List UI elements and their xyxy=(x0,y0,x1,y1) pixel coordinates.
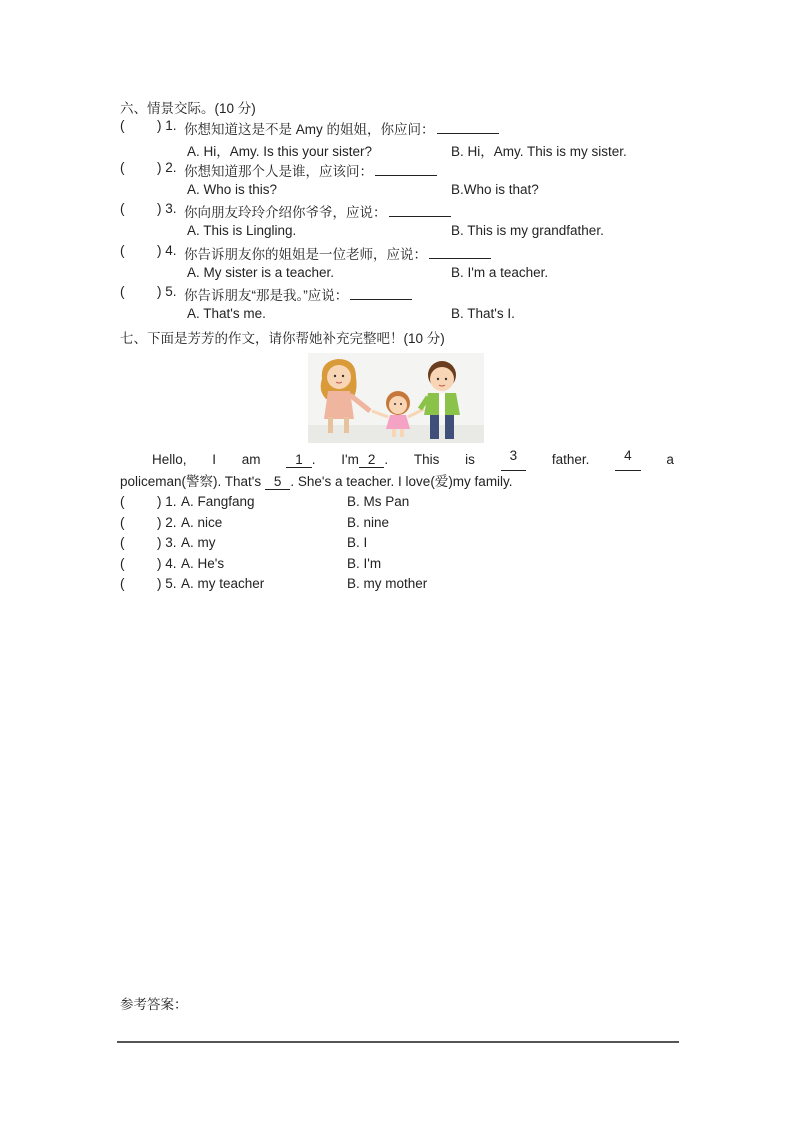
essay-line-2 xyxy=(120,471,674,493)
choice-row xyxy=(120,556,520,576)
answer-paren-open[interactable]: ( xyxy=(120,576,125,592)
essay-blank-5[interactable]: 5 xyxy=(265,475,291,490)
question-row xyxy=(120,284,680,304)
question-row xyxy=(120,201,680,221)
section-6-heading: 六、情景交际。(10 分) xyxy=(120,101,256,116)
essay-word: . xyxy=(311,452,316,467)
essay-word: is xyxy=(465,452,475,467)
divider-line xyxy=(117,1041,679,1043)
essay-blank-3[interactable]: 3 xyxy=(501,449,527,471)
question-row xyxy=(120,243,680,263)
answers-heading: 参考答案： xyxy=(120,997,188,1012)
question-number: ) 3. xyxy=(157,201,177,216)
essay-word: Hello, xyxy=(152,452,187,467)
question-text: 你想知道那个人是谁，应该问： xyxy=(184,160,437,180)
option-b[interactable]: B. This is my grandfather. xyxy=(451,223,604,238)
answer-blank[interactable] xyxy=(429,245,491,259)
choice-option-a[interactable]: A. nice xyxy=(181,514,223,530)
question-number: ) 4. xyxy=(157,242,177,258)
choice-option-b[interactable]: B. I xyxy=(347,535,368,551)
answer-paren-open[interactable]: ( xyxy=(120,555,125,571)
answer-blank[interactable] xyxy=(389,203,451,217)
option-b[interactable]: B. I'm a teacher. xyxy=(451,264,549,280)
essay-passage xyxy=(120,449,674,493)
option-a[interactable]: A. Who is this? xyxy=(187,181,278,197)
essay-word: . xyxy=(384,452,389,467)
essay-line-1 xyxy=(120,449,674,471)
answer-paren-open[interactable]: ( xyxy=(120,284,125,299)
answer-paren-open[interactable]: ( xyxy=(120,159,125,175)
choice-option-b[interactable]: B. my mother xyxy=(347,576,428,592)
choice-row xyxy=(120,535,520,555)
choice-number: ) 3. xyxy=(157,535,177,551)
essay-word: I xyxy=(212,452,217,467)
question-number: ) 2. xyxy=(157,159,177,175)
answer-paren-open[interactable]: ( xyxy=(120,118,125,133)
choice-number: ) 1. xyxy=(157,494,177,509)
essay-text: . She's a teacher. I love(爱)my family. xyxy=(290,474,513,489)
option-a[interactable]: A. That's me. xyxy=(187,306,266,321)
choice-option-a[interactable]: A. Fangfang xyxy=(181,494,255,509)
choice-option-b[interactable]: B. nine xyxy=(347,514,390,530)
question-number: ) 1. xyxy=(157,118,177,133)
question-row xyxy=(120,118,680,138)
answer-paren-open[interactable]: ( xyxy=(120,514,125,530)
essay-word: father. xyxy=(551,452,590,467)
answer-blank[interactable] xyxy=(350,286,412,300)
choice-option-a[interactable]: A. He's xyxy=(181,555,225,571)
choice-option-a[interactable]: A. my teacher xyxy=(181,576,265,592)
answer-paren-open[interactable]: ( xyxy=(120,201,125,216)
choice-number: ) 4. xyxy=(157,555,177,571)
choice-option-a[interactable]: A. my xyxy=(181,535,216,551)
essay-text: policeman(警察). That's xyxy=(120,474,262,489)
answer-blank[interactable] xyxy=(375,162,437,176)
choice-number: ) 5. xyxy=(157,576,177,592)
choice-row xyxy=(120,515,520,535)
answer-blank[interactable] xyxy=(437,120,499,134)
essay-word: am xyxy=(241,452,261,467)
essay-blank-1[interactable]: 1 xyxy=(286,453,312,468)
question-text: 你想知道这是不是 Amy 的姐姐，你应问： xyxy=(184,118,499,138)
option-b[interactable]: B.Who is that? xyxy=(451,181,539,197)
answer-paren-open[interactable]: ( xyxy=(120,535,125,551)
question-text: 你向朋友玲玲介绍你爷爷，应说： xyxy=(184,201,451,221)
question-text: 你告诉朋友“那是我。”应说： xyxy=(184,284,412,304)
choice-option-b[interactable]: B. Ms Pan xyxy=(347,494,410,509)
option-a[interactable]: A. This is Lingling. xyxy=(187,223,297,238)
option-a[interactable]: A. Hi，Amy. Is this your sister? xyxy=(187,144,373,159)
answer-paren-open[interactable]: ( xyxy=(120,494,125,509)
question-row xyxy=(120,160,680,180)
answer-paren-open[interactable]: ( xyxy=(120,242,125,258)
essay-word: This xyxy=(413,452,440,467)
family-illustration xyxy=(308,353,484,443)
choice-option-b[interactable]: B. I'm xyxy=(347,555,382,571)
essay-blank-4[interactable]: 4 xyxy=(615,449,641,471)
choice-number: ) 2. xyxy=(157,514,177,530)
question-text: 你告诉朋友你的姐姐是一位老师，应说： xyxy=(184,243,491,263)
choice-row xyxy=(120,576,520,596)
section-7-heading: 七、下面是芳芳的作文，请你帮她补充完整吧！(10 分) xyxy=(120,331,445,346)
question-number: ) 5. xyxy=(157,284,177,299)
option-b[interactable]: B. That's I. xyxy=(451,306,515,321)
essay-word: I'm xyxy=(341,452,359,467)
choice-row xyxy=(120,494,520,514)
option-a[interactable]: A. My sister is a teacher. xyxy=(187,264,335,280)
essay-word: a xyxy=(666,452,674,467)
option-b[interactable]: B. Hi，Amy. This is my sister. xyxy=(451,144,627,159)
essay-blank-2[interactable]: 2 xyxy=(359,453,385,468)
